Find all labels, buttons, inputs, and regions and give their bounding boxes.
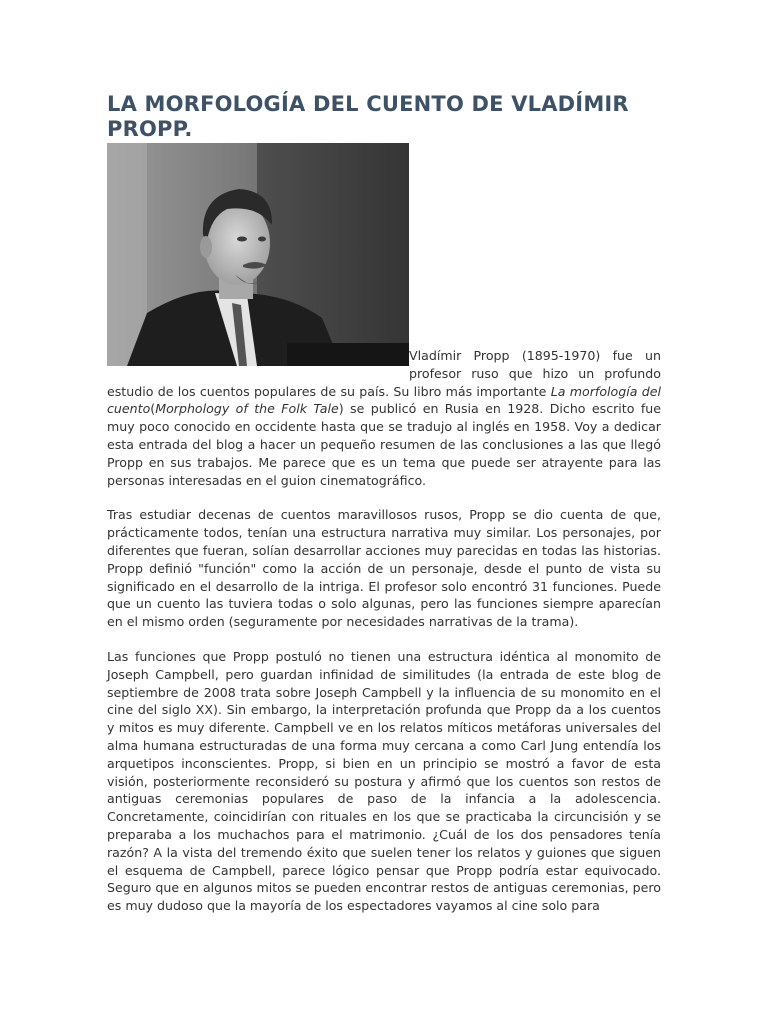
book-title-english: Morphology of the Folk Tale <box>155 401 339 417</box>
document-page <box>107 92 661 932</box>
paragraph-campbell: Las funciones que Propp postuló no tienen una estructura idéntica al monomito de Joseph Campbell, pero guardan infinidad de similitudes (la entrada de este blog de septiembre de 2008 trata sobre Joseph Campbell y la influencia de su monomito en el cine del siglo XX). Sin embargo, la interpretación profunda que Propp da a los cuentos y mitos es muy diferente. Campbell ve en los relatos míticos metáforas universales del alma humana estructuradas de una forma muy cercana a como Carl Jung entendía los arquetipos inconscientes. Propp, si bien en un principio se mostró a favor de esta visión, posteriormente reconsideró su postura y afirmó que los cuentos son restos de antiguas ceremonias populares de paso de la infancia a la adolescencia. Concretamente, coincidirían con rituales en los que se practicaba la circuncisión y se preparaba a los muchachos para el matrimonio. ¿Cuál de los dos pensadores tenía razón? A la vista del tremendo éxito que suelen tener los relatos y guiones que siguen el esquema de Campbell, parece lógico pensar que Propp podría estar equivocado. Seguro que en algunos mitos se pueden encontrar restos de antiguas ceremonias, pero es muy dudoso que la mayoría de los espectadores vayamos al cine solo para <box>107 648 661 914</box>
intro-text-rest: ) se publicó en Rusia en 1928. Dicho escrito fue muy poco conocido en occidente hasta que se tradujo al inglés en 1958. Voy a dedicar esta entrada del blog a hacer un pequeño resumen de las conclusiones a las que llegó Propp en sus trabajos. Me parece que es un tema que puede ser atrayente para las personas interesadas en el guion cinematográfico. <box>107 401 661 488</box>
portrait-photo <box>107 143 409 366</box>
book-title-spanish: La morfología del cuento <box>107 383 662 417</box>
intro-text: Vladímir Propp (1895-1970) fue un profesor ruso que hizo un profundo estudio de los cuentos populares de su país. Su libro más importante <box>107 348 661 399</box>
paragraph-functions: Tras estudiar decenas de cuentos maravillosos rusos, Propp se dio cuenta de que, prácticamente todos, tenían una estructura narrativa muy similar. Los personajes, por diferentes que fueran, solían desarrollar acciones muy parecidas en todas las historias. Propp definió "función" como la acción de un personaje, desde el punto de vista su significado en el desarrollo de la intriga. El profesor solo encontró 31 funciones. Puede que un cuento las tuviera todas o solo algunas, pero las funciones siempre aparecían en el mismo orden (seguramente por necesidades narrativas de la trama). <box>107 507 661 630</box>
paren-open: ( <box>150 401 156 417</box>
page-title: LA MORFOLOGÍA DEL CUENTO DE VLADÍMIR PROPP. <box>107 92 629 141</box>
